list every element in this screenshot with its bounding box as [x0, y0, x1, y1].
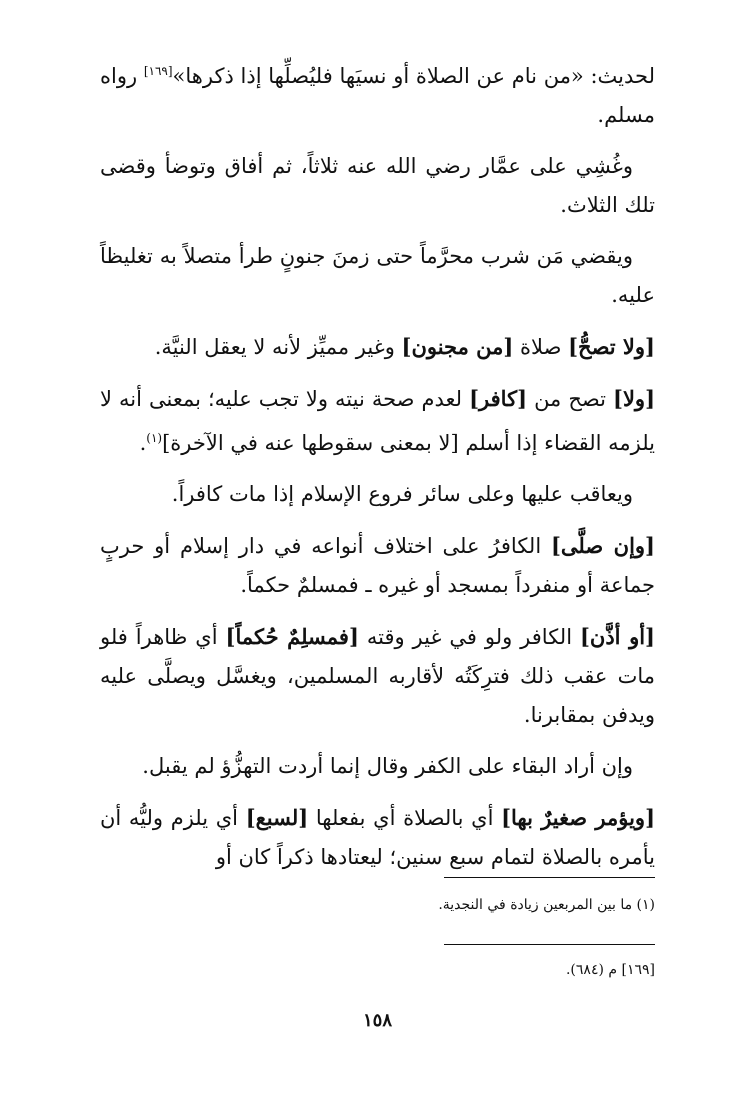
paragraph-2: وغُشِي على عمَّار رضي الله عنه ثلاثاً، ثم أفاق وتوضأ وقضى تلك الثلاث.	[100, 154, 655, 217]
matn-term: [كافر]	[469, 386, 528, 411]
matn-term: [ولا]	[613, 386, 656, 411]
footnote-marker: (١)	[146, 431, 163, 445]
commentary-text: تصح من	[527, 387, 614, 411]
matn-term: [فمسلِمٌ حُكماً]	[225, 624, 359, 649]
footnote-1: (١) ما بين المربعين زيادة في النجدية.	[438, 897, 655, 913]
reference-note: [١٦٩] م (٦٨٤).	[565, 962, 655, 978]
matn-term: [من مجنون]	[401, 334, 514, 359]
commentary-text: أي ظاهراً فلو مات عقب ذلك فترِكَتُه لأقاربه المسلمين، ويغسَّل ويصلَّى عليه ويدفن بمقابرنا.	[100, 625, 655, 727]
commentary-text: أي يلزم وليُّه أن يأمره بالصلاة لتمام سبع سنين؛ ليعتادها ذكراً كان أو	[100, 806, 655, 869]
commentary-text: صلاة	[513, 335, 569, 359]
paragraph-9: وإن أراد البقاء على الكفر وقال إنما أردت التهزُّؤ لم يقبل.	[142, 754, 633, 778]
hadith-reference: [١٦٩]	[143, 64, 173, 78]
hadith-text: لحديث: «من نام عن الصلاة أو نسيَها فليُصلِّها إذا ذكرها»	[172, 64, 656, 88]
paragraph-4	[100, 327, 655, 367]
paragraph-8	[100, 617, 655, 735]
reference-divider	[444, 944, 655, 945]
matn-term: [وإن صلَّى]	[550, 533, 655, 558]
paragraph-1	[100, 52, 655, 135]
paragraph-6: ويعاقب عليها وعلى سائر فروع الإسلام إذا مات كافراً.	[171, 482, 633, 506]
paragraph-7	[100, 526, 655, 605]
main-text	[100, 52, 655, 889]
page-number: ١٥٨	[362, 1010, 392, 1031]
footnote-divider	[444, 877, 655, 878]
paragraph-5	[100, 379, 655, 463]
commentary-text: الكافرُ على اختلاف أنواعه في دار إسلام أو حربٍ جماعة أو منفرداً بمسجد أو غيره ـ فمسلمٌ حكماً.	[100, 534, 655, 597]
commentary-text: الكافر ولو في غير وقته	[358, 625, 580, 649]
paragraph-3: ويقضي مَن شرب محرَّماً حتى زمنَ جنونٍ طرأ متصلاً به تغليظاً عليه.	[100, 244, 655, 307]
paragraph-10	[100, 798, 655, 877]
hadith-source: رواه مسلم.	[100, 64, 655, 127]
matn-term: [ويؤمر صغيرٌ بها]	[501, 805, 655, 830]
matn-term: [ولا تصحُّ]	[568, 334, 655, 359]
commentary-text: وغير مميِّز لأنه لا يعقل النيَّة.	[154, 335, 402, 359]
matn-term: [لسبع]	[245, 805, 309, 830]
commentary-text: .	[139, 431, 147, 455]
matn-term: [أو أذَّن]	[579, 624, 655, 649]
commentary-text: أي بالصلاة أي بفعلها	[308, 806, 502, 830]
commentary-text: لعدم صحة نيته ولا تجب عليه؛ بمعنى أنه لا يلزمه القضاء إذا أسلم [لا بمعنى سقوطها عنه في الآخرة]	[100, 387, 655, 455]
